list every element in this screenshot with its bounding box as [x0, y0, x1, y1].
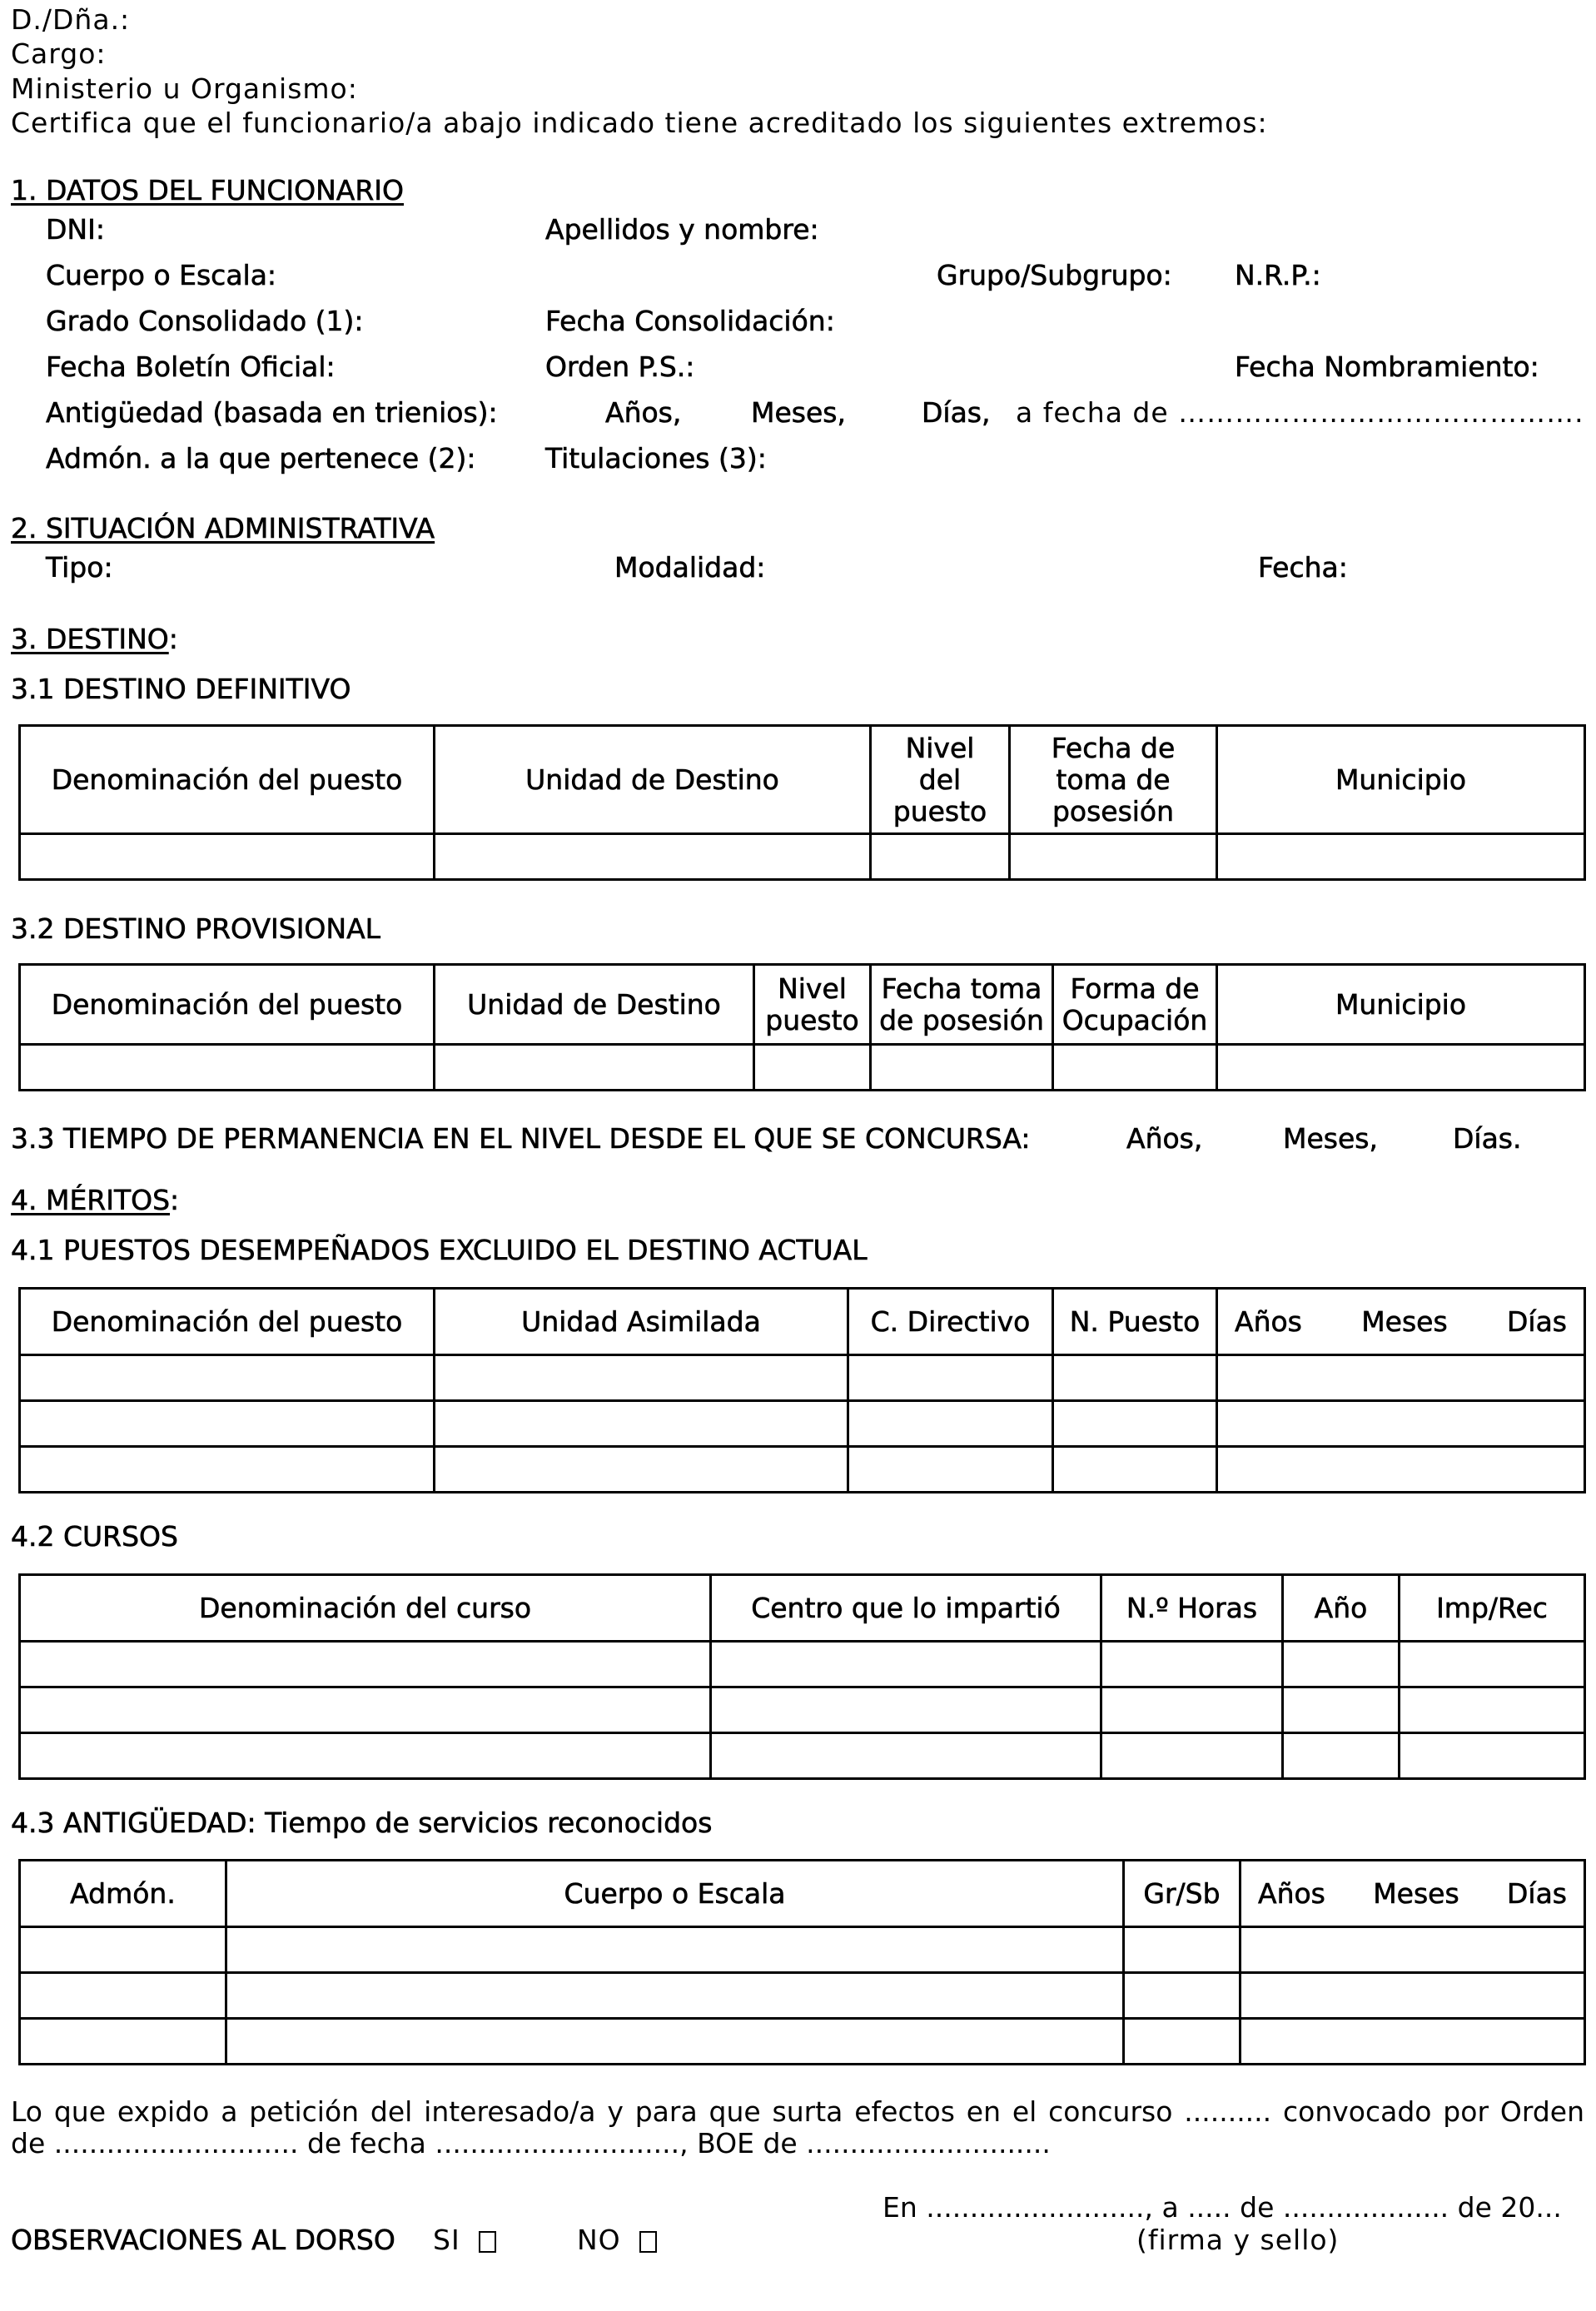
label-orden-ps: Orden P.S.:	[545, 350, 695, 383]
cell-input[interactable]	[1241, 2019, 1585, 2065]
label-permanencia-meses: Meses,	[1283, 1122, 1378, 1155]
table-header-row	[20, 1575, 1585, 1642]
cell-input[interactable]	[1283, 1687, 1400, 1733]
cell-input[interactable]	[1217, 1447, 1585, 1493]
label-fecha-boletin: Fecha Boletín Oficial:	[46, 350, 336, 383]
table-antiguedad	[18, 1859, 1586, 2065]
cell-input[interactable]	[1241, 1973, 1585, 2019]
label-nrp: N.R.P.:	[1235, 259, 1321, 291]
cell-input[interactable]	[435, 1401, 848, 1447]
section1-title: 1. DATOS DEL FUNCIONARIO	[11, 174, 404, 206]
section3-sub1: 3.1 DESTINO DEFINITIVO	[11, 673, 351, 705]
section3-sub3: 3.3 TIEMPO DE PERMANENCIA EN EL NIVEL DESDE EL QUE SE CONCURSA:	[11, 1122, 1031, 1155]
label-modalidad: Modalidad:	[614, 551, 766, 584]
cell-input[interactable]	[1101, 1733, 1283, 1779]
footer-no	[577, 2224, 657, 2256]
cell-input[interactable]	[754, 1045, 871, 1091]
cell-input[interactable]	[1241, 1927, 1585, 1973]
cell-input[interactable]	[848, 1355, 1053, 1401]
label-permanencia-anos: Años,	[1126, 1122, 1203, 1155]
col-fecha-toma	[871, 965, 1053, 1045]
table-row	[20, 1973, 1585, 2019]
cell-input[interactable]	[848, 1447, 1053, 1493]
no-checkbox[interactable]	[639, 2231, 657, 2253]
label-grado: Grado Consolidado (1):	[46, 305, 364, 337]
table-row	[20, 834, 1585, 880]
cell-input[interactable]	[1217, 834, 1585, 880]
cell-input[interactable]	[1124, 1927, 1241, 1973]
col-imp-rec: Imp/Rec	[1400, 1575, 1585, 1642]
label-a-fecha: a fecha de …………………………………….	[1016, 396, 1584, 429]
footer-firma: (firma y sello)	[1136, 2224, 1340, 2256]
cell-input[interactable]	[20, 834, 435, 880]
cell-input[interactable]	[226, 1927, 1124, 1973]
table-row	[20, 1401, 1585, 1447]
header-dona: D./Dña.:	[11, 3, 131, 36]
table-puestos-desempenados	[18, 1287, 1586, 1493]
col-admon: Admón.	[20, 1861, 226, 1927]
cell-input[interactable]	[1283, 1642, 1400, 1687]
cell-input[interactable]	[1010, 834, 1217, 880]
table-row	[20, 1355, 1585, 1401]
cell-input[interactable]	[226, 1973, 1124, 2019]
label-tipo: Tipo:	[46, 551, 113, 584]
col-denominacion: Denominación del puesto	[20, 726, 435, 834]
table-row	[20, 2019, 1585, 2065]
col-fecha-toma	[1010, 726, 1217, 834]
cell-input[interactable]	[1053, 1045, 1217, 1091]
col-municipio: Municipio	[1217, 965, 1585, 1045]
col-nivel	[754, 965, 871, 1045]
cell-input[interactable]	[20, 1355, 435, 1401]
col-fecha-toma-l2: de posesión	[879, 1003, 1044, 1036]
footer-expido: Lo que expido a petición del interesado/a y para que surta efectos en el concurso .......... convocado por Orden	[11, 2095, 1584, 2128]
cell-input[interactable]	[1217, 1045, 1585, 1091]
label-admon: Admón. a la que pertenece (2):	[46, 442, 476, 475]
label-fecha-consolidacion: Fecha Consolidación:	[545, 305, 835, 337]
label-fecha-nombramiento: Fecha Nombramiento:	[1235, 350, 1539, 383]
footer-lugar-fecha: En ........................., a ..... de ................... de 20...	[883, 2191, 1562, 2224]
col-gr-sb: Gr/Sb	[1124, 1861, 1241, 1927]
col-tiempo-wrap	[1258, 1878, 1567, 1910]
col-forma-l2: Ocupación	[1062, 1003, 1208, 1036]
header-ministerio: Ministerio u Organismo:	[11, 72, 358, 105]
col-nivel-l1: Nivel	[778, 972, 847, 1005]
footer-no-label: NO	[577, 2224, 621, 2256]
col-nivel-l3: puesto	[892, 794, 987, 827]
cell-input[interactable]	[1053, 1447, 1217, 1493]
header-cargo: Cargo:	[11, 37, 107, 70]
cell-input[interactable]	[1400, 1733, 1585, 1779]
label-antiguedad-dias: Días,	[922, 396, 991, 429]
table-header-row	[20, 965, 1585, 1045]
table-destino-definitivo	[18, 724, 1586, 881]
col-anos: Años	[1235, 1305, 1302, 1338]
cell-input[interactable]	[711, 1642, 1101, 1687]
table-header-row	[20, 1289, 1585, 1355]
cell-input[interactable]	[1101, 1687, 1283, 1733]
cell-input[interactable]	[1124, 1973, 1241, 2019]
col-denominacion-curso: Denominación del curso	[20, 1575, 711, 1642]
label-apellidos: Apellidos y nombre:	[545, 213, 819, 246]
section4-sub1: 4.1 PUESTOS DESEMPEÑADOS EXCLUIDO EL DESTINO ACTUAL	[11, 1234, 868, 1266]
section4-title	[11, 1185, 180, 1216]
col-fecha-toma-l2: toma de	[1056, 763, 1171, 796]
table-header-row	[20, 1861, 1585, 1927]
si-checkbox[interactable]	[479, 2231, 496, 2253]
cell-input[interactable]	[20, 1045, 435, 1091]
table-row	[20, 1447, 1585, 1493]
cell-input[interactable]	[435, 1045, 754, 1091]
col-nivel-l1: Nivel	[905, 731, 975, 764]
table-destino-provisional	[18, 963, 1586, 1091]
footer-si	[433, 2224, 496, 2256]
col-tiempo-wrap	[1235, 1306, 1567, 1338]
cell-input[interactable]	[20, 1642, 711, 1687]
cell-input[interactable]	[1053, 1355, 1217, 1401]
col-meses: Meses	[1361, 1305, 1448, 1338]
table-row	[20, 1045, 1585, 1091]
label-situacion-fecha: Fecha:	[1258, 551, 1348, 584]
footer-observaciones: OBSERVACIONES AL DORSO	[11, 2224, 395, 2256]
cell-input[interactable]	[1101, 1642, 1283, 1687]
section3-title-text: 3. DESTINO	[11, 623, 169, 655]
header-certifica: Certifica que el funcionario/a abajo indicado tiene acreditado los siguientes extremos:	[11, 107, 1268, 139]
col-dias: Días	[1507, 1305, 1567, 1338]
cell-input[interactable]	[435, 1355, 848, 1401]
table-cursos	[18, 1573, 1586, 1780]
col-nivel	[871, 726, 1010, 834]
col-unidad-destino: Unidad de Destino	[435, 726, 871, 834]
cell-input[interactable]	[435, 1447, 848, 1493]
col-forma-ocupacion	[1053, 965, 1217, 1045]
cell-input[interactable]	[20, 1687, 711, 1733]
col-anos: Años	[1258, 1876, 1325, 1910]
col-centro: Centro que lo impartió	[711, 1575, 1101, 1642]
footer-orden: de ............................ de fecha ............................, BOE de ............................	[11, 2127, 1051, 2159]
col-dias: Días	[1507, 1876, 1567, 1910]
section3-sub2: 3.2 DESTINO PROVISIONAL	[11, 912, 381, 945]
label-titulaciones: Titulaciones (3):	[545, 442, 767, 475]
section4-sub3: 4.3 ANTIGÜEDAD: Tiempo de servicios reconocidos	[11, 1807, 713, 1839]
col-horas: N.º Horas	[1101, 1575, 1283, 1642]
table-row	[20, 1733, 1585, 1779]
col-denominacion: Denominación del puesto	[20, 1289, 435, 1355]
cell-input[interactable]	[1400, 1687, 1585, 1733]
col-fecha-toma-l1: Fecha de	[1051, 731, 1176, 764]
label-antiguedad-meses: Meses,	[751, 396, 846, 429]
cell-input[interactable]	[1053, 1401, 1217, 1447]
cell-input[interactable]	[871, 834, 1010, 880]
col-meses: Meses	[1373, 1876, 1459, 1910]
cell-input[interactable]	[435, 834, 871, 880]
col-tiempo	[1217, 1289, 1585, 1355]
section4-sub2: 4.2 CURSOS	[11, 1520, 178, 1553]
label-dni: DNI:	[46, 213, 105, 246]
cell-input[interactable]	[20, 1973, 226, 2019]
cell-input[interactable]	[1400, 1642, 1585, 1687]
label-grupo: Grupo/Subgrupo:	[937, 259, 1172, 291]
table-row	[20, 1642, 1585, 1687]
cell-input[interactable]	[1124, 2019, 1241, 2065]
cell-input[interactable]	[711, 1687, 1101, 1733]
table-header-row	[20, 726, 1585, 834]
col-municipio: Municipio	[1217, 726, 1585, 834]
section3-title	[11, 624, 179, 655]
label-antiguedad: Antigüedad (basada en trienios):	[46, 396, 498, 429]
col-ano: Año	[1283, 1575, 1400, 1642]
cell-input[interactable]	[20, 1401, 435, 1447]
table-row	[20, 1687, 1585, 1733]
label-permanencia-dias: Días.	[1453, 1122, 1522, 1155]
section3-colon: :	[168, 623, 179, 655]
cell-input[interactable]	[711, 1733, 1101, 1779]
label-cuerpo: Cuerpo o Escala:	[46, 259, 277, 291]
col-unidad-destino: Unidad de Destino	[435, 965, 754, 1045]
col-unidad-asimilada: Unidad Asimilada	[435, 1289, 848, 1355]
cell-input[interactable]	[1217, 1401, 1585, 1447]
col-forma-l1: Forma de	[1070, 972, 1200, 1005]
cell-input[interactable]	[848, 1401, 1053, 1447]
section4-colon: :	[170, 1184, 181, 1216]
cell-input[interactable]	[20, 1733, 711, 1779]
col-fecha-toma-l3: posesión	[1052, 794, 1175, 827]
cell-input[interactable]	[20, 1927, 226, 1973]
cell-input[interactable]	[1217, 1355, 1585, 1401]
cell-input[interactable]	[226, 2019, 1124, 2065]
col-nivel-l2: del	[918, 763, 962, 796]
cell-input[interactable]	[871, 1045, 1053, 1091]
table-row	[20, 1927, 1585, 1973]
col-fecha-toma-l1: Fecha toma	[881, 972, 1042, 1005]
col-denominacion: Denominación del puesto	[20, 965, 435, 1045]
cell-input[interactable]	[20, 2019, 226, 2065]
section2-title: 2. SITUACIÓN ADMINISTRATIVA	[11, 512, 435, 544]
col-n-puesto: N. Puesto	[1053, 1289, 1217, 1355]
cell-input[interactable]	[20, 1447, 435, 1493]
col-nivel-l2: puesto	[765, 1003, 859, 1036]
col-tiempo	[1241, 1861, 1585, 1927]
section4-title-text: 4. MÉRITOS	[11, 1184, 171, 1216]
col-cuerpo-escala: Cuerpo o Escala	[226, 1861, 1124, 1927]
footer-si-label: SI	[433, 2224, 460, 2256]
label-antiguedad-anos: Años,	[605, 396, 682, 429]
cell-input[interactable]	[1283, 1733, 1400, 1779]
col-c-directivo: C. Directivo	[848, 1289, 1053, 1355]
